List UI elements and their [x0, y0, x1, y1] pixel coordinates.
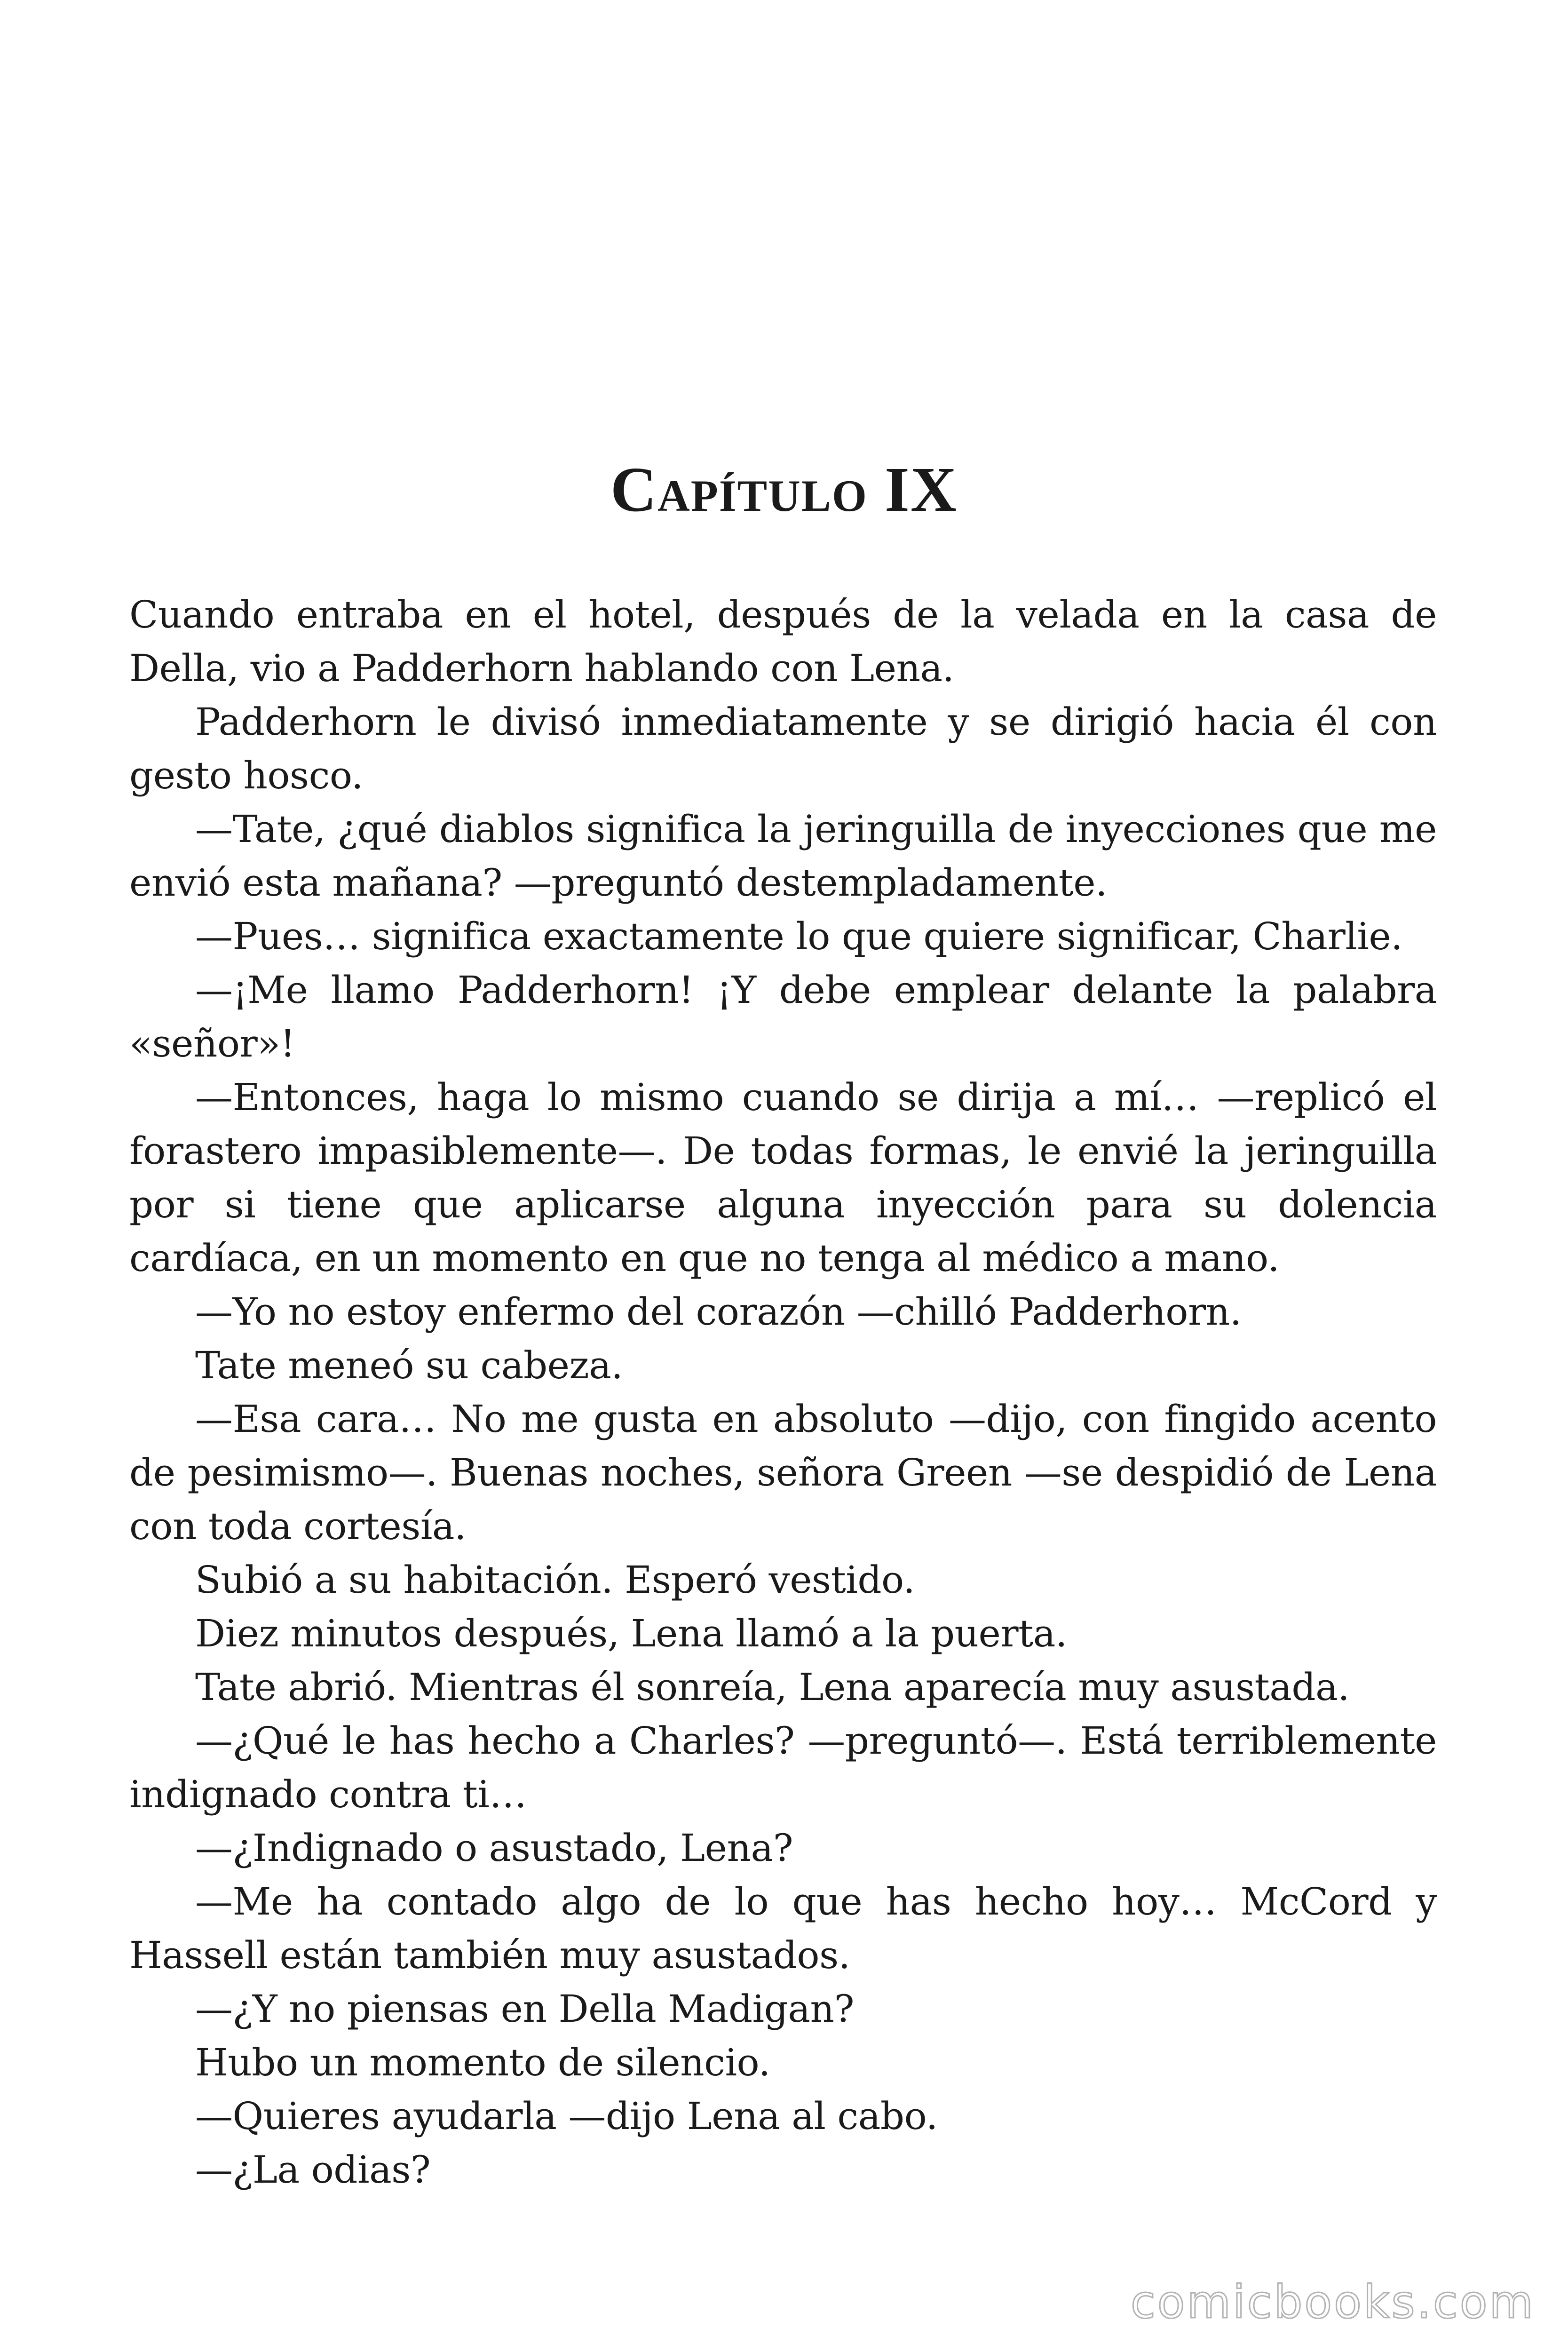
watermark: comicbooks.com: [1130, 2276, 1535, 2328]
paragraph: —Me ha contado algo de lo que has hecho hoy… McCord y Hassell están también muy asustados.: [129, 1880, 1437, 1977]
paragraph: Tate abrió. Mientras él sonreía, Lena aparecía muy asustada.: [195, 1665, 1350, 1709]
paragraph: —Tate, ¿qué diablos significa la jeringuilla de inyecciones que me envió esta mañana? —preguntó destempladamente.: [129, 807, 1437, 905]
paragraph: —Esa cara… No me gusta en absoluto —dijo, con fingido acento de pesimismo—. Buenas noches, señora Green —se despidió de Lena con toda cortesía.: [129, 1397, 1437, 1548]
paragraph: —¿La odias?: [195, 2148, 431, 2192]
paragraph: Subió a su habitación. Esperó vestido.: [195, 1558, 915, 1602]
paragraph: Hubo un momento de silencio.: [195, 2041, 770, 2084]
paragraph: —Yo no estoy enfermo del corazón —chilló Padderhorn.: [195, 1290, 1242, 1334]
paragraph: Tate meneó su cabeza.: [195, 1343, 623, 1387]
paragraph: —Entonces, haga lo mismo cuando se dirija a mí… —replicó el forastero impasiblemente—. De todas formas, le envié la jeringuilla por si tiene que aplicarse alguna inyección para su dolencia cardíaca, en un momento en que no tenga al médico a mano.: [129, 1075, 1437, 1280]
paragraph: Cuando entraba en el hotel, después de la velada en la casa de Della, vio a Padderhorn hablando con Lena.: [129, 593, 1437, 690]
paragraph: —¿Indignado o asustado, Lena?: [195, 1826, 793, 1870]
paragraph: —¡Me llamo Padderhorn! ¡Y debe emplear delante la palabra «señor»!: [129, 968, 1437, 1065]
chapter-title-text: Capítulo IX: [610, 454, 958, 525]
paragraph: —¿Qué le has hecho a Charles? —preguntó—. Está terriblemente indignado contra ti…: [129, 1719, 1437, 1816]
paragraph: —¿Y no piensas en Della Madigan?: [195, 1987, 854, 2031]
paragraph: —Quieres ayudarla —dijo Lena al cabo.: [195, 2094, 938, 2138]
paragraph: —Pues… significa exactamente lo que quiere significar, Charlie.: [195, 914, 1403, 958]
paragraph: Diez minutos después, Lena llamó a la puerta.: [195, 1612, 1067, 1655]
chapter-title: [0, 452, 1568, 528]
paragraph: Padderhorn le divisó inmediatamente y se dirigió hacia él con gesto hosco.: [129, 700, 1437, 797]
chapter-body: [129, 588, 1437, 2197]
